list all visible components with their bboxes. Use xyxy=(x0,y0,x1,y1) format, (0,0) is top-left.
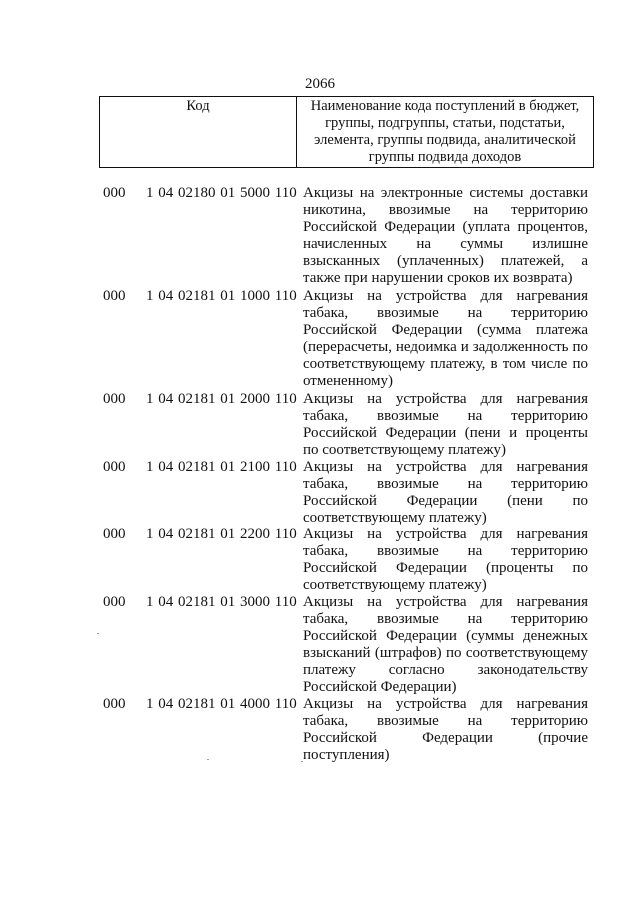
revenue-code: 1 04 02181 01 4000 110 xyxy=(146,696,297,712)
revenue-description: Акцизы на электронные системы доставки никотина, ввозимые на территорию Российской Федерации (уплата процентов, начисленных на суммы излишне взысканных (уплаченных) платежей, а также при нарушении сроков их возврата) xyxy=(303,185,588,286)
name-column-header: Наименование кода поступлений в бюджет, группы, подгруппы, статьи, подстатьи, элемента, группы подвида, аналитической группы подвида доходов xyxy=(310,98,580,165)
revenue-description: Акцизы на устройства для нагревания табака, ввозимые на территорию Российской Федерации (суммы денежных взысканий (штрафов) по соответствующему платежу согласно законодательству Российской Федерации) xyxy=(303,594,588,695)
table-row xyxy=(0,391,640,459)
admin-code: 000 xyxy=(103,459,126,475)
table-header xyxy=(99,96,594,168)
scan-speck xyxy=(207,759,209,760)
table-row xyxy=(0,185,640,288)
table-row xyxy=(0,288,640,391)
revenue-code: 1 04 02181 01 2200 110 xyxy=(146,526,297,542)
admin-code: 000 xyxy=(103,526,126,542)
revenue-code: 1 04 02180 01 5000 110 xyxy=(146,185,297,201)
table-row xyxy=(0,459,640,526)
revenue-description: Акцизы на устройства для нагревания табака, ввозимые на территорию Российской Федерации (пени и проценты по соответствующему платежу) xyxy=(303,391,588,458)
table-row xyxy=(0,594,640,696)
admin-code: 000 xyxy=(103,288,126,304)
revenue-description: Акцизы на устройства для нагревания табака, ввозимые на территорию Российской Федерации (проценты по соответствующему платежу) xyxy=(303,526,588,593)
revenue-description: Акцизы на устройства для нагревания табака, ввозимые на территорию Российской Федерации (пени по соответствующему платежу) xyxy=(303,459,588,526)
revenue-codes-list xyxy=(0,185,640,763)
page-number: 2066 xyxy=(305,76,335,92)
revenue-code: 1 04 02181 01 3000 110 xyxy=(146,594,297,610)
revenue-description: Акцизы на устройства для нагревания табака, ввозимые на территорию Российской Федерации (прочие поступления) xyxy=(303,696,588,763)
table-row xyxy=(0,696,640,763)
admin-code: 000 xyxy=(103,185,126,201)
admin-code: 000 xyxy=(103,594,126,610)
revenue-code: 1 04 02181 01 1000 110 xyxy=(146,288,297,304)
revenue-description: Акцизы на устройства для нагревания табака, ввозимые на территорию Российской Федерации (сумма платежа (перерасчеты, недоимка и задолженность по соответствующему платежу, в том числе по отмененному) xyxy=(303,288,588,389)
code-column-header: Код xyxy=(100,97,297,167)
scan-speck xyxy=(301,761,303,762)
revenue-code: 1 04 02181 01 2100 110 xyxy=(146,459,297,475)
admin-code: 000 xyxy=(103,696,126,712)
table-row xyxy=(0,526,640,594)
scan-speck xyxy=(97,633,99,634)
revenue-code: 1 04 02181 01 2000 110 xyxy=(146,391,297,407)
admin-code: 000 xyxy=(103,391,126,407)
